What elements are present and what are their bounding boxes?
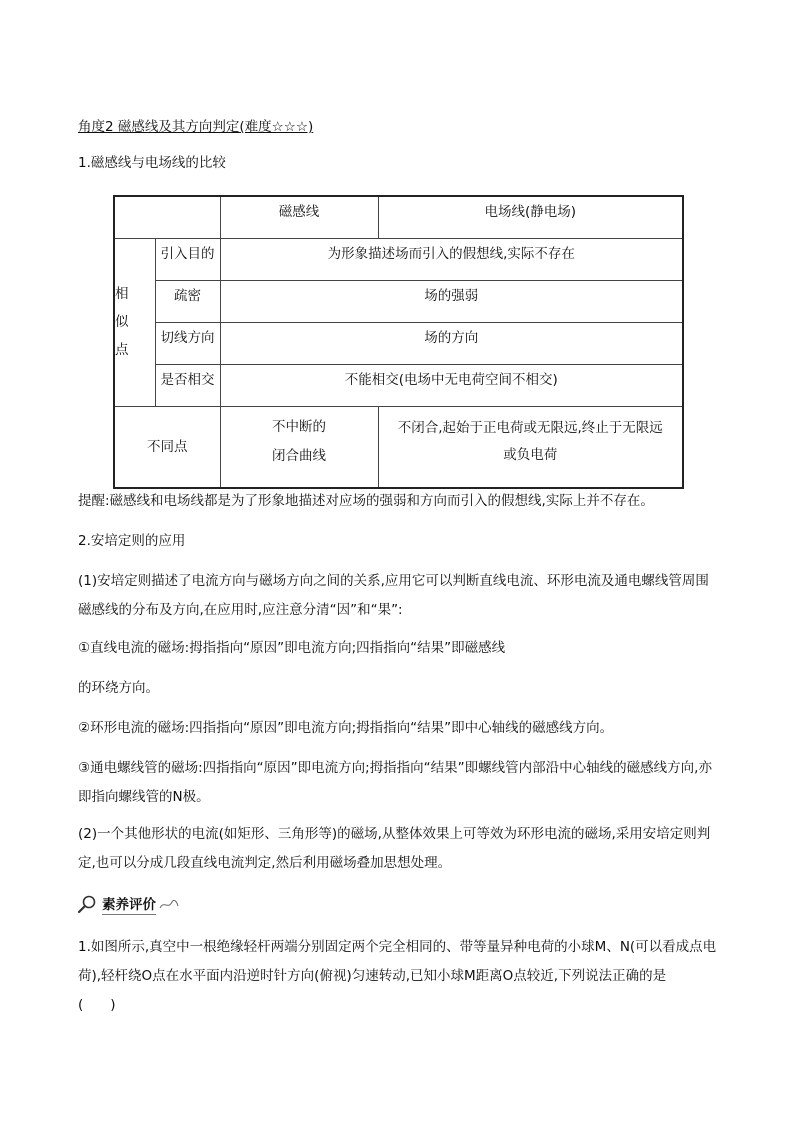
header-magnetic-lines: 磁感线 [220, 196, 378, 238]
decorative-swirl-icon [158, 896, 180, 912]
diff-magnetic-line: 闭合曲线 [272, 447, 326, 464]
diff-electric-line: 不闭合,起始于正电荷或无限远,终止于无限远 [397, 419, 663, 436]
header-electric-lines: 电场线(静电场) [378, 196, 683, 238]
similarities-char: 相 [115, 286, 129, 302]
comparison-table [113, 195, 684, 489]
row-value: 不能相交(电场中无电荷空间不相交) [220, 364, 683, 406]
similarities-char: 似 [115, 314, 129, 330]
item1-title: 1.磁感线与电场线的比较 [78, 155, 226, 171]
question-1: 1.如图所示,真空中一根绝缘轻杆两端分别固定两个完全相同的、带等量异种电荷的小球M、N(可以看成点电荷),轻杆绕O点在水平面内沿逆时针方向(俯视)匀速转动,已知小球M距离O点较近,下列说法正确的是 [78, 939, 717, 984]
magnifier-icon [76, 893, 98, 915]
literacy-evaluation-badge [76, 893, 180, 915]
badge-label: 素养评价 [102, 893, 156, 915]
item2-case-1a: ①直线电流的磁场:拇指指向“原因”即电流方向;四指指向“结果”即磁感线 [78, 640, 506, 656]
item2-paragraph-1: (1)安培定则描述了电流方向与磁场方向之间的关系,应用它可以判断直线电流、环形电流及通电螺线管周围磁感线的分布及方向,在应用时,应注意分清“因”和“果”: [78, 573, 709, 618]
row-label: 是否相交 [155, 364, 220, 406]
reminder-text: 提醒:磁感线和电场线都是为了形象地描述对应场的强弱和方向而引入的假想线,实际上并不存在。 [78, 493, 654, 509]
section-heading: 角度2 磁感线及其方向判定(难度☆☆☆) [78, 119, 314, 135]
diff-magnetic-line: 不中断的 [272, 418, 326, 435]
item2-case-2: ②环形电流的磁场:四指指向“原因”即电流方向;拇指指向“结果”即中心轴线的磁感线方向。 [78, 720, 614, 736]
item2-title: 2.安培定则的应用 [78, 533, 186, 549]
row-label: 疏密 [155, 280, 220, 322]
item2-case-1b: 的环绕方向。 [78, 680, 159, 696]
diff-electric-line: 或负电荷 [503, 446, 558, 463]
row-value: 场的强弱 [220, 280, 683, 322]
question-1-answer-blank: ( ) [78, 997, 116, 1013]
diff-electric-cell [378, 406, 683, 488]
item2-case-3: ③通电螺线管的磁场:四指指向“原因”即电流方向;拇指指向“结果”即螺线管内部沿中心轴线的磁感线方向,亦即指向螺线管的N极。 [78, 760, 712, 805]
differences-label: 不同点 [114, 406, 220, 488]
similarities-label [114, 238, 155, 406]
similarities-char: 点 [115, 342, 129, 358]
row-label: 引入目的 [155, 238, 220, 280]
row-label: 切线方向 [155, 322, 220, 364]
row-value: 为形象描述场而引入的假想线,实际不存在 [220, 238, 683, 280]
diff-magnetic-cell [220, 406, 378, 488]
item2-paragraph-2: (2)一个其他形状的电流(如矩形、三角形等)的磁场,从整体效果上可等效为环形电流的磁场,采用安培定则判定,也可以分成几段直线电流判定,然后利用磁场叠加思想处理。 [78, 826, 711, 871]
table-corner-cell [114, 196, 220, 238]
row-value: 场的方向 [220, 322, 683, 364]
